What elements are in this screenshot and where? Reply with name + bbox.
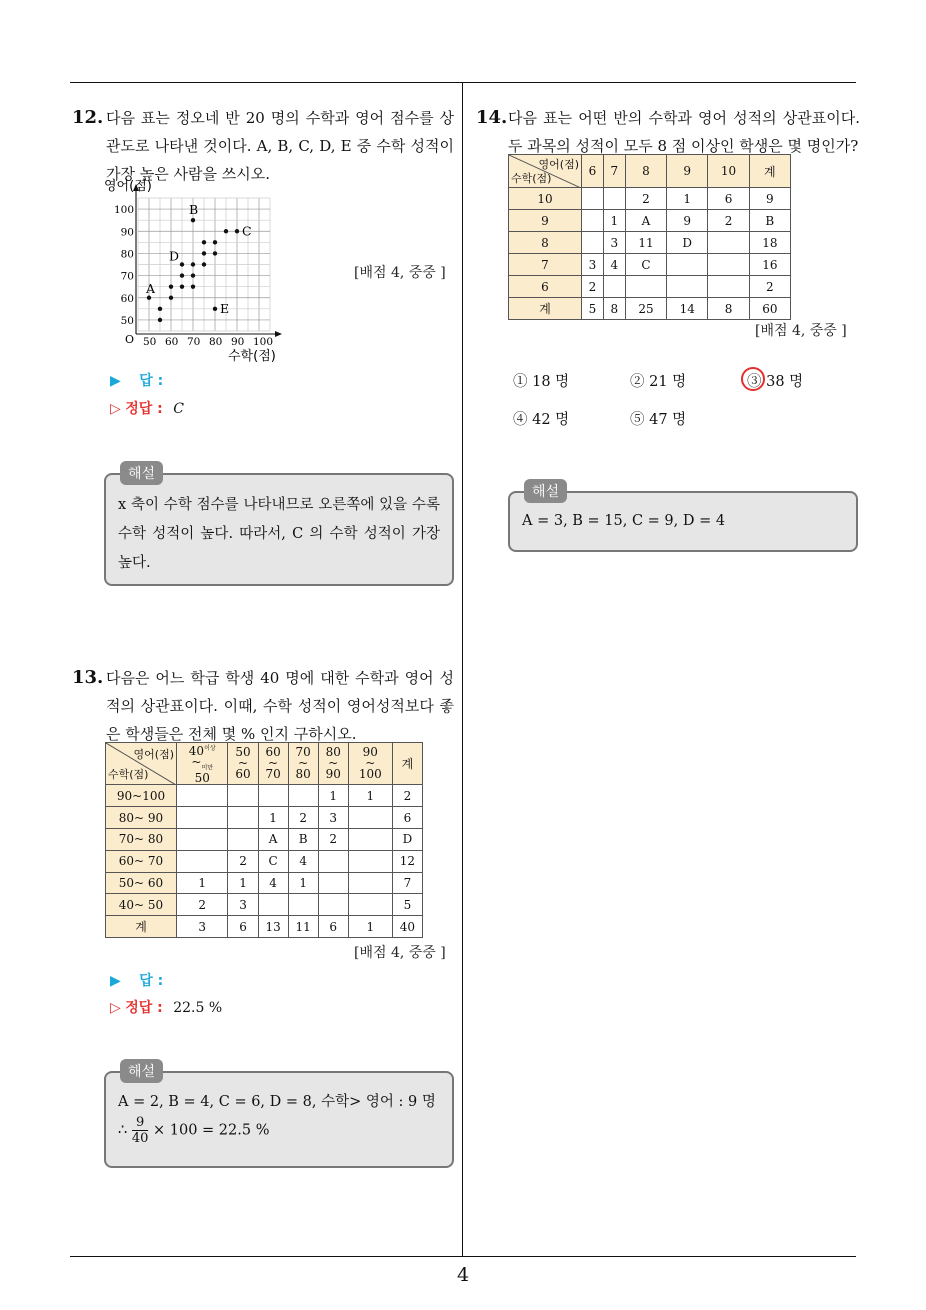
point-annotation: B bbox=[189, 202, 199, 218]
col-header: 80 ~ 90 bbox=[318, 743, 348, 785]
y-tick-label: 100 bbox=[113, 204, 134, 217]
column-divider bbox=[462, 82, 463, 1257]
row-label: 90~100 bbox=[106, 785, 177, 807]
table-cell: 13 bbox=[258, 916, 288, 938]
explanation-text: x 축이 수학 점수를 나타내므로 오른쪽에 있을 수록 수학 성적이 높다. 따라서, C 의 수학 성적이 가장 높다. bbox=[118, 497, 440, 571]
correct-label: 정답 : bbox=[125, 401, 163, 417]
explanation-tag: 해설 bbox=[524, 479, 567, 503]
point-annotation: E bbox=[220, 300, 230, 316]
table-cell: 3 bbox=[228, 894, 258, 916]
choice-2[interactable]: ② 21 명 bbox=[630, 374, 687, 390]
x-axis-arrow-icon bbox=[275, 331, 282, 337]
row-label: 10 bbox=[509, 188, 582, 210]
question-stem: 다음 표는 정오네 반 20 명의 수학과 영어 점수를 상관도로 나타낸 것이다. A, B, C, D, E 중 수학 성적이 가장 높은 사람을 쓰시오. bbox=[106, 109, 454, 183]
row-label: 계 bbox=[106, 916, 177, 938]
table-cell bbox=[603, 188, 625, 210]
table-cell: 6 bbox=[392, 807, 422, 829]
table-cell bbox=[708, 232, 749, 254]
y-tick-label: 80 bbox=[120, 248, 134, 261]
table-cell: 1 bbox=[348, 785, 392, 807]
table-cell: 3 bbox=[177, 916, 228, 938]
table-cell: 18 bbox=[749, 232, 790, 254]
row-label: 40~ 50 bbox=[106, 894, 177, 916]
table-cell bbox=[348, 807, 392, 829]
top-rule bbox=[70, 82, 856, 83]
table-cell bbox=[177, 785, 228, 807]
table-cell bbox=[582, 188, 604, 210]
explanation-box bbox=[104, 1064, 454, 1168]
table-cell bbox=[318, 894, 348, 916]
table-cell: 9 bbox=[667, 210, 708, 232]
table-cell: 9 bbox=[749, 188, 790, 210]
choice-1[interactable]: ① 18 명 bbox=[513, 374, 570, 390]
table-row bbox=[509, 210, 791, 232]
table-cell bbox=[318, 872, 348, 894]
question-number: 13. bbox=[72, 667, 104, 688]
table-cell: 4 bbox=[258, 872, 288, 894]
table-cell: 1 bbox=[177, 872, 228, 894]
correlation-table bbox=[105, 742, 423, 938]
table-cell bbox=[177, 828, 228, 850]
origin-label: O bbox=[125, 333, 135, 346]
question-stem: 다음 표는 어떤 반의 수학과 영어 성적의 상관표이다. 두 과목의 성적이 모두 8 점 이상인 학생은 몇 명인가? bbox=[508, 109, 860, 155]
row-label: 8 bbox=[509, 232, 582, 254]
data-point bbox=[202, 240, 206, 244]
table-row bbox=[106, 872, 423, 894]
table-cell: 1 bbox=[228, 872, 258, 894]
col-header: 9 bbox=[667, 155, 708, 188]
table-cell bbox=[348, 872, 392, 894]
table-cell bbox=[258, 894, 288, 916]
play-triangle-icon: ▶ bbox=[110, 973, 121, 989]
x-tick-label: 60 bbox=[165, 336, 179, 348]
table-row bbox=[106, 916, 423, 938]
explanation-box bbox=[508, 484, 858, 552]
correlation-table bbox=[508, 154, 791, 320]
table-cell: 11 bbox=[625, 232, 666, 254]
col-header: 50 ~ 60 bbox=[228, 743, 258, 785]
row-label: 60~ 70 bbox=[106, 850, 177, 872]
y-axis-label: 영어(점) bbox=[104, 179, 152, 194]
row-label: 9 bbox=[509, 210, 582, 232]
question-13 bbox=[72, 664, 454, 748]
explanation-line: A = 2, B = 4, C = 6, D = 8, 수학> 영어 : 9 명 bbox=[118, 1094, 436, 1110]
col-header: 8 bbox=[625, 155, 666, 188]
table-cell bbox=[708, 276, 749, 298]
data-point bbox=[191, 262, 195, 266]
question-stem: 다음은 어느 학급 학생 40 명에 대한 수학과 영어 성적의 상관표이다. 이때, 수학 성적이 영어성적보다 좋은 학생들은 전체 몇 % 인지 구하시오. bbox=[106, 669, 454, 743]
point-annotation: A bbox=[146, 280, 156, 296]
table-row bbox=[106, 785, 423, 807]
table-row bbox=[509, 298, 791, 320]
table-cell: 3 bbox=[582, 254, 604, 276]
table-cell: 1 bbox=[348, 916, 392, 938]
table-cell bbox=[228, 828, 258, 850]
data-point bbox=[180, 262, 184, 266]
data-point bbox=[235, 229, 239, 233]
data-point bbox=[180, 273, 184, 277]
col-header: 70 ~ 80 bbox=[288, 743, 318, 785]
x-tick-label: 70 bbox=[187, 336, 201, 348]
table-cell bbox=[667, 276, 708, 298]
table-cell bbox=[667, 254, 708, 276]
selected-circle-icon bbox=[741, 367, 765, 391]
point-annotation: D bbox=[169, 248, 180, 264]
table-row bbox=[509, 254, 791, 276]
answer-row bbox=[110, 370, 163, 390]
data-point bbox=[213, 307, 217, 311]
data-point bbox=[213, 251, 217, 255]
table-cell bbox=[258, 785, 288, 807]
table-cell bbox=[348, 828, 392, 850]
x-tick-label: 80 bbox=[209, 336, 223, 348]
table-cell bbox=[603, 276, 625, 298]
table-cell: 7 bbox=[392, 872, 422, 894]
table-cell: 2 bbox=[625, 188, 666, 210]
data-point bbox=[169, 284, 173, 288]
x-tick-label: 90 bbox=[231, 336, 245, 348]
data-point bbox=[191, 273, 195, 277]
column-head: 영어(점) bbox=[538, 158, 579, 171]
correct-value: C bbox=[173, 401, 184, 417]
choice-4[interactable]: ④ 42 명 bbox=[513, 412, 570, 428]
question-number: 12. bbox=[72, 107, 104, 128]
question-meta: [배점 4, 중중 ] bbox=[354, 945, 446, 961]
choice-3-number: ③ bbox=[747, 374, 762, 390]
table-cell: 6 bbox=[318, 916, 348, 938]
table-cell: 2 bbox=[318, 828, 348, 850]
col-header-total: 계 bbox=[749, 155, 790, 188]
table-cell: 25 bbox=[625, 298, 666, 320]
col-header: 6 bbox=[582, 155, 604, 188]
question-number: 14. bbox=[476, 107, 508, 128]
table-cell: 2 bbox=[288, 807, 318, 829]
outline-triangle-icon: ▷ bbox=[110, 401, 121, 417]
table-cell bbox=[228, 807, 258, 829]
explanation-formula: ∴ $\frac{9}{40}$ × 100 = 22.5 % bbox=[118, 1115, 270, 1146]
data-point bbox=[147, 296, 151, 300]
table-cell: 2 bbox=[749, 276, 790, 298]
data-point bbox=[224, 229, 228, 233]
data-point bbox=[169, 296, 173, 300]
column-head: 영어(점) bbox=[133, 748, 174, 761]
table-cell: A bbox=[625, 210, 666, 232]
table-row bbox=[509, 232, 791, 254]
table-corner bbox=[509, 155, 582, 188]
table-cell: 8 bbox=[708, 298, 749, 320]
explanation-text bbox=[118, 1089, 440, 1146]
table-corner bbox=[106, 743, 177, 785]
col-header: 90 ~ 100 bbox=[348, 743, 392, 785]
explanation-text: A = 3, B = 15, C = 9, D = 4 bbox=[522, 513, 726, 529]
table-cell: 2 bbox=[708, 210, 749, 232]
correct-value: 22.5 % bbox=[173, 1000, 223, 1016]
table-cell bbox=[348, 894, 392, 916]
table-row bbox=[106, 850, 423, 872]
bottom-rule bbox=[70, 1256, 856, 1257]
table-cell bbox=[582, 210, 604, 232]
col-header: 10 bbox=[708, 155, 749, 188]
play-triangle-icon: ▶ bbox=[110, 373, 121, 389]
table-cell bbox=[228, 785, 258, 807]
col-header: 7 bbox=[603, 155, 625, 188]
table-cell bbox=[708, 254, 749, 276]
table-cell bbox=[177, 850, 228, 872]
table-cell: 6 bbox=[228, 916, 258, 938]
explanation-box bbox=[104, 466, 454, 586]
table-cell: 3 bbox=[603, 232, 625, 254]
table-cell bbox=[582, 232, 604, 254]
table-cell bbox=[288, 894, 318, 916]
question-meta: [배점 4, 중중 ] bbox=[354, 265, 446, 281]
data-point bbox=[202, 262, 206, 266]
table-cell: B bbox=[749, 210, 790, 232]
y-tick-label: 90 bbox=[120, 226, 134, 239]
y-tick-label: 70 bbox=[120, 270, 134, 283]
outline-triangle-icon: ▷ bbox=[110, 1000, 121, 1016]
x-axis-label: 수학(점) bbox=[228, 349, 276, 364]
choice-3-text: 38 명 bbox=[766, 374, 804, 390]
explanation-tag: 해설 bbox=[120, 461, 163, 485]
table-cell: 6 bbox=[708, 188, 749, 210]
table-cell: 2 bbox=[392, 785, 422, 807]
table-cell bbox=[177, 807, 228, 829]
answer-label: 답 : bbox=[139, 373, 164, 389]
answer-label: 답 : bbox=[139, 973, 164, 989]
table-cell: 8 bbox=[603, 298, 625, 320]
row-label: 80~ 90 bbox=[106, 807, 177, 829]
point-annotation: C bbox=[242, 223, 252, 239]
col-header-total: 계 bbox=[392, 743, 422, 785]
table-cell: C bbox=[625, 254, 666, 276]
y-tick-label: 60 bbox=[120, 292, 134, 305]
table-cell: D bbox=[392, 828, 422, 850]
answer-row bbox=[110, 970, 163, 990]
table-cell bbox=[625, 276, 666, 298]
col-header: $40^{이상}$ $\sim_{미만}$ 50 bbox=[177, 743, 228, 785]
table-row bbox=[106, 828, 423, 850]
table-cell: 1 bbox=[288, 872, 318, 894]
row-label: 계 bbox=[509, 298, 582, 320]
table-cell bbox=[348, 850, 392, 872]
question-14 bbox=[476, 104, 860, 160]
page-number: 4 bbox=[456, 1264, 470, 1286]
table-cell: 2 bbox=[228, 850, 258, 872]
table-cell: 1 bbox=[603, 210, 625, 232]
table-cell: 4 bbox=[603, 254, 625, 276]
correct-answer-row bbox=[110, 398, 184, 418]
table-row bbox=[106, 894, 423, 916]
y-tick-label: 50 bbox=[120, 314, 134, 327]
question-meta: [배점 4, 중중 ] bbox=[755, 323, 847, 339]
table-cell: 2 bbox=[177, 894, 228, 916]
table-cell: 60 bbox=[749, 298, 790, 320]
row-label: 70~ 80 bbox=[106, 828, 177, 850]
table-cell: 16 bbox=[749, 254, 790, 276]
table-cell: A bbox=[258, 828, 288, 850]
table-cell: 3 bbox=[318, 807, 348, 829]
row-head: 수학(점) bbox=[108, 768, 149, 782]
scatter-plot bbox=[100, 176, 300, 366]
correct-answer-row bbox=[110, 997, 222, 1017]
row-label: 6 bbox=[509, 276, 582, 298]
col-header: 60 ~ 70 bbox=[258, 743, 288, 785]
data-point bbox=[158, 318, 162, 322]
table-cell: 14 bbox=[667, 298, 708, 320]
table-cell: 5 bbox=[392, 894, 422, 916]
axis-lines bbox=[136, 188, 278, 334]
table-row bbox=[106, 807, 423, 829]
data-point bbox=[180, 284, 184, 288]
table-cell: 4 bbox=[288, 850, 318, 872]
x-tick-label: 100 bbox=[253, 336, 274, 348]
table-cell: 11 bbox=[288, 916, 318, 938]
data-point bbox=[202, 251, 206, 255]
table-cell: 1 bbox=[667, 188, 708, 210]
table-cell: 12 bbox=[392, 850, 422, 872]
table-cell: 40 bbox=[392, 916, 422, 938]
table-cell: B bbox=[288, 828, 318, 850]
table-row bbox=[509, 188, 791, 210]
data-point bbox=[213, 240, 217, 244]
table-cell bbox=[288, 785, 318, 807]
row-head: 수학(점) bbox=[511, 172, 552, 185]
table-cell: 2 bbox=[582, 276, 604, 298]
table-cell: C bbox=[258, 850, 288, 872]
x-tick-label: 50 bbox=[143, 336, 157, 348]
table-cell: 1 bbox=[318, 785, 348, 807]
row-label: 50~ 60 bbox=[106, 872, 177, 894]
row-label: 7 bbox=[509, 254, 582, 276]
table-row bbox=[509, 276, 791, 298]
correct-label: 정답 : bbox=[125, 1000, 163, 1016]
table-cell: D bbox=[667, 232, 708, 254]
fraction: $\frac{9}{40}$ bbox=[131, 1115, 149, 1146]
data-point bbox=[191, 284, 195, 288]
table-cell bbox=[318, 850, 348, 872]
data-point bbox=[158, 307, 162, 311]
table-cell: 5 bbox=[582, 298, 604, 320]
data-point bbox=[191, 218, 195, 222]
choice-5[interactable]: ⑤ 47 명 bbox=[630, 412, 687, 428]
explanation-tag: 해설 bbox=[120, 1059, 163, 1083]
table-cell: 1 bbox=[258, 807, 288, 829]
